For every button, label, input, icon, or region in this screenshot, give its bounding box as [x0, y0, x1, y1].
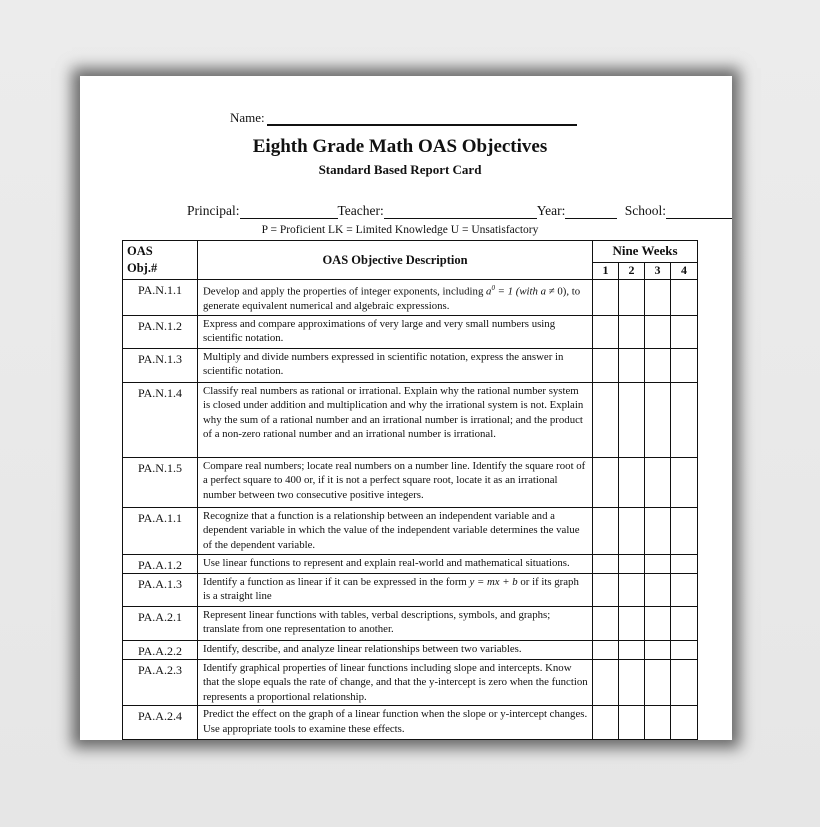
table-row	[123, 706, 698, 740]
week-3-header: 3	[645, 262, 671, 279]
week-1-cell[interactable]	[593, 640, 619, 659]
week-4-cell[interactable]	[671, 348, 698, 382]
week-4-cell[interactable]	[671, 315, 698, 348]
week-2-cell[interactable]	[619, 573, 645, 606]
table-row	[123, 280, 698, 316]
week-3-cell[interactable]	[645, 706, 671, 740]
week-2-cell[interactable]	[619, 659, 645, 706]
objective-description: Identify, describe, and analyze linear relationships between two variables.	[198, 640, 593, 659]
objective-description: Identify a function as linear if it can be expressed in the form y = mx + b or if its graph is a straight line	[198, 573, 593, 606]
desc-column-header: OAS Objective Description	[198, 241, 593, 280]
week-3-cell[interactable]	[645, 457, 671, 507]
week-2-cell[interactable]	[619, 280, 645, 316]
week-1-cell[interactable]	[593, 573, 619, 606]
year-label: Year:	[536, 203, 566, 218]
header-row	[123, 241, 698, 263]
week-4-cell[interactable]	[671, 507, 698, 554]
objectives-table	[122, 240, 698, 740]
week-2-cell[interactable]	[619, 315, 645, 348]
week-2-cell[interactable]	[619, 507, 645, 554]
week-1-cell[interactable]	[593, 507, 619, 554]
name-label: Name:	[230, 110, 265, 125]
week-1-cell[interactable]	[593, 554, 619, 573]
teacher-label: Teacher:	[337, 203, 384, 218]
week-3-cell[interactable]	[645, 507, 671, 554]
table-row	[123, 507, 698, 554]
table-row	[123, 457, 698, 507]
table-row	[123, 573, 698, 606]
week-2-cell[interactable]	[619, 348, 645, 382]
week-3-cell[interactable]	[645, 554, 671, 573]
week-4-cell[interactable]	[671, 457, 698, 507]
report-card-sheet	[80, 76, 732, 740]
objective-code: PA.N.1.2	[123, 315, 198, 348]
table-row	[123, 640, 698, 659]
week-2-cell[interactable]	[619, 457, 645, 507]
year-blank[interactable]	[565, 205, 617, 219]
week-1-cell[interactable]	[593, 659, 619, 706]
week-4-cell[interactable]	[671, 382, 698, 457]
week-2-cell[interactable]	[619, 640, 645, 659]
week-3-cell[interactable]	[645, 640, 671, 659]
week-3-cell[interactable]	[645, 659, 671, 706]
objective-description: Predict the effect on the graph of a linear function when the slope or y-intercept changes. Use appropriate tools to examine these effects.	[198, 706, 593, 740]
week-2-cell[interactable]	[619, 382, 645, 457]
week-4-cell[interactable]	[671, 280, 698, 316]
week-2-cell[interactable]	[619, 606, 645, 640]
objective-code: PA.A.1.3	[123, 573, 198, 606]
principal-blank[interactable]	[240, 205, 338, 219]
table-row	[123, 554, 698, 573]
teacher-blank[interactable]	[384, 205, 537, 219]
objective-code: PA.A.2.1	[123, 606, 198, 640]
objective-description: Classify real numbers as rational or irrational. Explain why the rational number system is closed under addition and multiplication and why the irrational system is not. Explain why the sum of a rational number and an irrational number is irrational; and the product of a non-zero rational number and an irrational number is irrational.	[198, 382, 593, 457]
objective-code: PA.N.1.5	[123, 457, 198, 507]
objective-code: PA.N.1.3	[123, 348, 198, 382]
week-4-header: 4	[671, 262, 698, 279]
week-1-cell[interactable]	[593, 348, 619, 382]
obj-column-header: OAS Obj.#	[123, 241, 198, 280]
principal-label: Principal:	[187, 203, 240, 218]
week-4-cell[interactable]	[671, 554, 698, 573]
week-3-cell[interactable]	[645, 382, 671, 457]
objective-description: Express and compare approximations of very large and very small numbers using scientific notation.	[198, 315, 593, 348]
objective-description: Identify graphical properties of linear functions including slope and intercepts. Know that the slope equals the rate of change, and that the y-intercept is zero when the function represents a proportional relationship.	[198, 659, 593, 706]
week-3-cell[interactable]	[645, 280, 671, 316]
week-1-cell[interactable]	[593, 280, 619, 316]
week-1-cell[interactable]	[593, 706, 619, 740]
week-4-cell[interactable]	[671, 573, 698, 606]
week-1-cell[interactable]	[593, 315, 619, 348]
table-row	[123, 348, 698, 382]
week-2-cell[interactable]	[619, 706, 645, 740]
week-1-cell[interactable]	[593, 457, 619, 507]
week-4-cell[interactable]	[671, 706, 698, 740]
table-row	[123, 606, 698, 640]
objective-code: PA.A.2.2	[123, 640, 198, 659]
objective-description: Compare real numbers; locate real numbers on a number line. Identify the square root of a perfect square to 400 or, if it is not a perfect square root, locate it as an irrational number between two consecutive positive integers.	[198, 457, 593, 507]
table-row	[123, 315, 698, 348]
objective-code: PA.A.2.4	[123, 706, 198, 740]
week-2-header: 2	[619, 262, 645, 279]
week-2-cell[interactable]	[619, 554, 645, 573]
info-fields	[187, 203, 732, 219]
objective-code: PA.A.1.2	[123, 554, 198, 573]
week-3-cell[interactable]	[645, 573, 671, 606]
week-4-cell[interactable]	[671, 640, 698, 659]
objective-description: Recognize that a function is a relationship between an independent variable and a dependent variable in which the value of the independent variable determines the value of the dependent variable.	[198, 507, 593, 554]
objective-code: PA.A.1.1	[123, 507, 198, 554]
objective-description: Represent linear functions with tables, verbal descriptions, symbols, and graphs; translate from one representation to another.	[198, 606, 593, 640]
school-blank[interactable]	[666, 205, 732, 219]
table-row	[123, 659, 698, 706]
school-label: School:	[624, 203, 667, 218]
name-blank[interactable]	[267, 110, 577, 126]
page-title: Eighth Grade Math OAS Objectives	[252, 136, 548, 157]
week-3-cell[interactable]	[645, 348, 671, 382]
week-1-cell[interactable]	[593, 382, 619, 457]
objective-code: PA.N.1.1	[123, 280, 198, 316]
week-1-header: 1	[593, 262, 619, 279]
objective-description: Multiply and divide numbers expressed in scientific notation, express the answer in scientific notation.	[198, 348, 593, 382]
objective-code: PA.N.1.4	[123, 382, 198, 457]
objective-code: PA.A.2.3	[123, 659, 198, 706]
grading-legend: P = Proficient LK = Limited Knowledge U = Unsatisfactory	[261, 224, 539, 236]
table-row	[123, 382, 698, 457]
week-3-cell[interactable]	[645, 315, 671, 348]
week-1-cell[interactable]	[593, 606, 619, 640]
name-row	[230, 110, 577, 126]
objective-description: Develop and apply the properties of integer exponents, including $a^0 = 1$ (with a ≠ 0), to generate equivalent numerical and algebraic expressions.	[198, 280, 593, 316]
week-3-cell[interactable]	[645, 606, 671, 640]
page-subtitle: Standard Based Report Card	[318, 162, 482, 177]
nine-weeks-header: Nine Weeks	[593, 241, 698, 263]
week-4-cell[interactable]	[671, 606, 698, 640]
week-4-cell[interactable]	[671, 659, 698, 706]
objective-description: Use linear functions to represent and explain real-world and mathematical situations.	[198, 554, 593, 573]
